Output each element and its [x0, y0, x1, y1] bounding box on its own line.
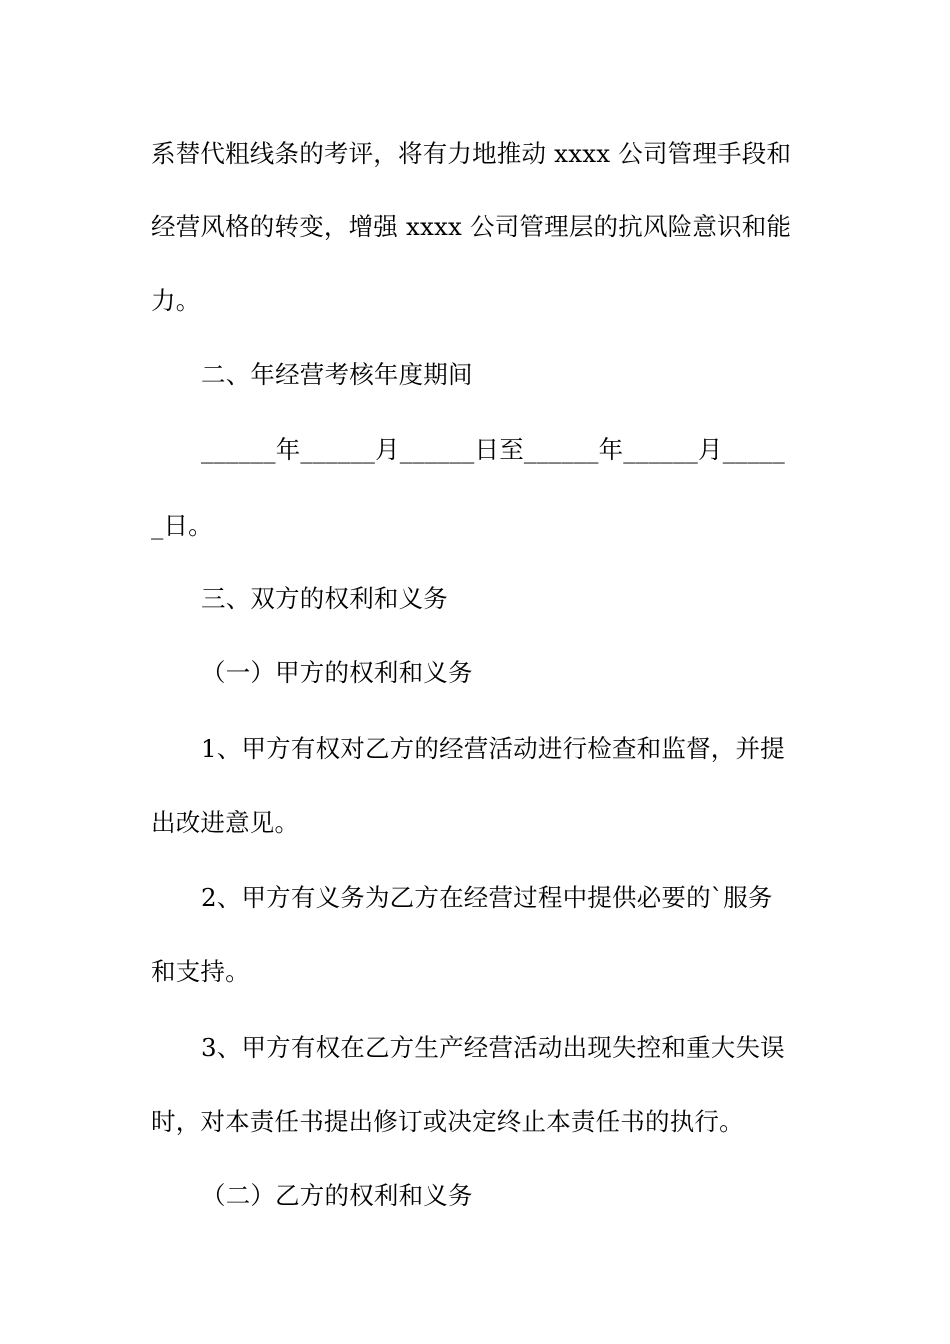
- date-blank-line: ______年______月______日至______年______月_____: [201, 435, 785, 464]
- body-text-line: 经营风格的转变，增强 xxxx 公司管理层的抗风险意识和能: [151, 212, 792, 241]
- list-item: 3、甲方有权在乙方生产经营活动出现失控和重大失误: [201, 1033, 785, 1062]
- subsection-heading: （二）乙方的权利和义务: [201, 1181, 473, 1210]
- body-text-line: 力。: [151, 286, 201, 315]
- list-item-continuation: 和支持。: [151, 957, 250, 986]
- list-item-continuation: 时，对本责任书提出修订或决定终止本责任书的执行。: [151, 1107, 744, 1136]
- section-heading: 三、双方的权利和义务: [201, 584, 448, 613]
- section-heading: 二、年经营考核年度期间: [201, 360, 473, 389]
- list-item: 2、甲方有义务为乙方在经营过程中提供必要的`服务: [201, 883, 773, 912]
- body-text-line: 系替代粗线条的考评，将有力地推动 xxxx 公司管理手段和: [151, 139, 792, 168]
- list-item-continuation: 出改进意见。: [151, 808, 300, 837]
- list-item: 1、甲方有权对乙方的经营活动进行检查和监督，并提: [201, 734, 785, 763]
- subsection-heading: （一）甲方的权利和义务: [201, 658, 473, 687]
- date-blank-line: _日。: [151, 511, 213, 540]
